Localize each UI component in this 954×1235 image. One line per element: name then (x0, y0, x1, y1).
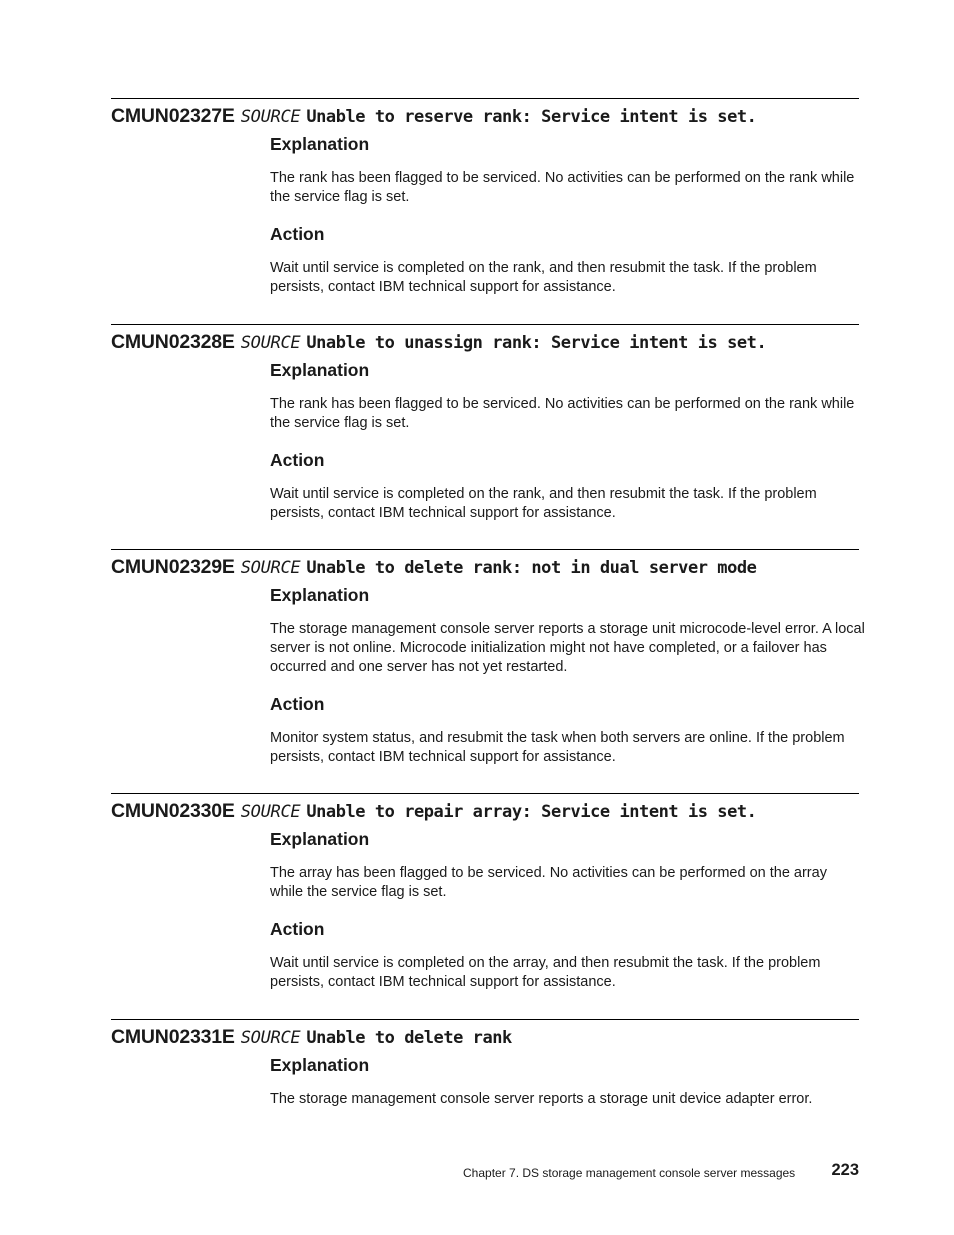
message-text: Unable to delete rank (306, 1028, 512, 1048)
message-block (111, 324, 859, 538)
page-footer (463, 1160, 859, 1184)
message-text: Unable to unassign rank: Service intent is set. (306, 333, 767, 353)
message-id: CMUN02327E (111, 105, 235, 127)
action-text: Monitor system status, and resubmit the task when both servers are online. If the problem persists, contact IBM technical support for assistance. (270, 730, 845, 765)
explanation-heading: Explanation (270, 134, 370, 154)
message-body (270, 827, 860, 992)
message-id: CMUN02328E (111, 331, 235, 353)
message-heading (111, 1023, 859, 1051)
message-text: Unable to delete rank: not in dual server mode (306, 558, 757, 578)
message-body (270, 1053, 860, 1109)
explanation-text: The rank has been flagged to be serviced. No activities can be performed on the rank while the service flag is set. (270, 170, 855, 205)
message-heading (111, 102, 859, 130)
explanation-heading: Explanation (270, 1055, 370, 1075)
message-id: CMUN02331E (111, 1026, 235, 1048)
message-source: SOURCE (240, 558, 301, 578)
explanation-text: The storage management console server reports a storage unit device adapter error. (270, 1091, 813, 1107)
message-id: CMUN02330E (111, 800, 235, 822)
message-body (270, 583, 865, 767)
action-heading: Action (270, 450, 325, 470)
action-heading: Action (270, 694, 325, 714)
message-text: Unable to repair array: Service intent is set. (306, 802, 757, 822)
message-divider (111, 1019, 859, 1020)
message-text: Unable to reserve rank: Service intent is set. (306, 107, 757, 127)
explanation-heading: Explanation (270, 585, 370, 605)
message-divider (111, 324, 859, 325)
action-heading: Action (270, 224, 325, 244)
message-heading (111, 328, 859, 356)
action-heading: Action (270, 919, 325, 939)
explanation-text: The storage management console server reports a storage unit microcode-level error. A local server is not online. Microcode initialization might not have completed, or a failover has occurred and one server has not yet restarted. (270, 621, 865, 675)
message-body (270, 132, 860, 297)
message-source: SOURCE (240, 107, 301, 127)
message-divider (111, 793, 859, 794)
message-heading (111, 797, 859, 825)
message-divider (111, 98, 859, 99)
page-number: 223 (831, 1161, 859, 1179)
action-text: Wait until service is completed on the rank, and then resubmit the task. If the problem persists, contact IBM technical support for assistance. (270, 486, 817, 521)
message-body (270, 358, 860, 523)
message-block (111, 98, 859, 312)
action-text: Wait until service is completed on the array, and then resubmit the task. If the problem persists, contact IBM technical support for assistance. (270, 955, 821, 990)
message-heading (111, 553, 859, 581)
message-divider (111, 549, 859, 550)
message-source: SOURCE (240, 802, 301, 822)
explanation-heading: Explanation (270, 360, 370, 380)
message-source: SOURCE (240, 333, 301, 353)
explanation-text: The rank has been flagged to be serviced. No activities can be performed on the rank while the service flag is set. (270, 396, 855, 431)
chapter-title: Chapter 7. DS storage management console server messages (463, 1166, 796, 1180)
message-source: SOURCE (240, 1028, 301, 1048)
explanation-text: The array has been flagged to be serviced. No activities can be performed on the array while the service flag is set. (270, 865, 827, 900)
message-id: CMUN02329E (111, 556, 235, 578)
action-text: Wait until service is completed on the rank, and then resubmit the task. If the problem persists, contact IBM technical support for assistance. (270, 260, 817, 295)
message-block (111, 793, 859, 1007)
message-block (111, 1019, 859, 1124)
explanation-heading: Explanation (270, 829, 370, 849)
message-block (111, 549, 865, 782)
